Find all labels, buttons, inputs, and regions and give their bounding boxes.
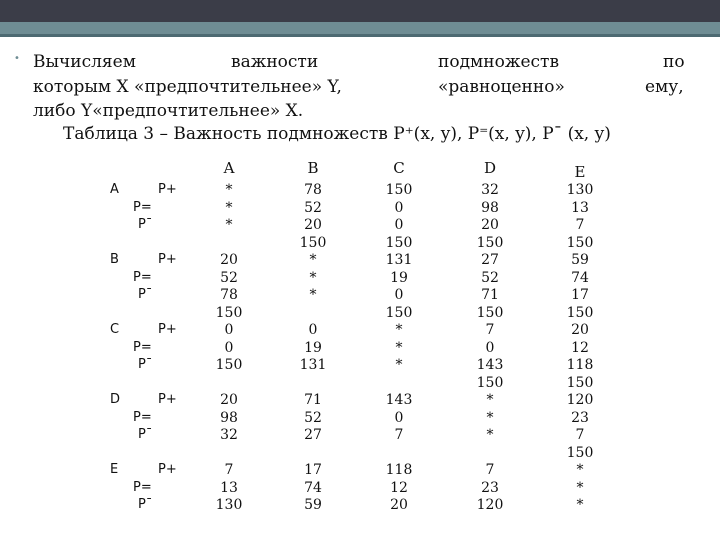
table-cell: 0 — [394, 409, 404, 426]
table-cell: 118 — [385, 462, 413, 478]
table-cell: 143 — [476, 357, 504, 373]
table-cell: 98 — [220, 409, 238, 426]
row-label: P¯ — [138, 287, 153, 302]
table-cell: * — [486, 409, 494, 426]
table-cell: 20 — [571, 322, 589, 338]
paragraph-word: Вычисляем — [33, 52, 136, 72]
table-cell: 52 — [220, 269, 238, 286]
table-cell: 23 — [571, 409, 589, 426]
bullet-icon: • — [14, 53, 20, 64]
table-cell: 59 — [304, 497, 322, 513]
paragraph-phrase: ему, — [645, 77, 684, 97]
table-cell: 0 — [224, 322, 234, 338]
table-cell: 52 — [304, 409, 322, 426]
slide-top-stripe — [0, 22, 720, 34]
row-label: P+ — [158, 392, 177, 407]
table-cell: * — [576, 497, 584, 513]
row-label: P= — [133, 269, 152, 285]
table-cell: 27 — [481, 252, 499, 268]
table-cell: 52 — [304, 199, 322, 216]
table-cell: 131 — [299, 357, 327, 373]
paragraph-word: важности — [231, 52, 319, 72]
table-cell: * — [395, 339, 403, 356]
table-cell: * — [309, 252, 317, 268]
table-cell: 12 — [571, 339, 589, 356]
slide-top-band — [0, 0, 720, 22]
table-cell: 71 — [304, 392, 322, 408]
table-cell: 150 — [215, 304, 243, 321]
table-cell: 78 — [220, 287, 238, 303]
row-label: P+ — [158, 462, 177, 477]
row-group-label: B — [110, 252, 119, 267]
table-cell: 131 — [385, 252, 413, 268]
table-cell: 20 — [220, 392, 238, 408]
paragraph-word: подмножеств — [438, 52, 560, 72]
table-cell: * — [395, 322, 403, 338]
table-cell: 7 — [224, 462, 234, 478]
row-label: P¯ — [138, 357, 153, 372]
table-cell: 150 — [566, 304, 594, 321]
table-cell: 0 — [485, 339, 495, 356]
table-cell: 17 — [304, 462, 322, 478]
paragraph-phrase: «равноценно» — [438, 77, 565, 97]
table-cell: 150 — [566, 374, 594, 391]
row-label: P¯ — [138, 217, 153, 232]
table-cell: 20 — [220, 252, 238, 268]
table-cell: 20 — [481, 217, 499, 233]
column-header: A — [223, 159, 235, 177]
table-cell: 118 — [566, 357, 594, 373]
table-cell: 0 — [394, 217, 404, 233]
table-cell: 0 — [394, 287, 404, 303]
table-cell: * — [486, 392, 494, 408]
table-cell: 150 — [215, 357, 243, 373]
table-cell: * — [225, 182, 233, 198]
table-cell: 7 — [575, 427, 585, 443]
row-label: P+ — [158, 322, 177, 337]
row-label: P¯ — [138, 427, 153, 442]
table-cell: 120 — [476, 497, 504, 513]
table-cell: 98 — [481, 199, 499, 216]
table-cell: 7 — [575, 217, 585, 233]
table-cell: 32 — [481, 182, 499, 198]
table-cell: 52 — [481, 269, 499, 286]
table-cell: 74 — [571, 269, 589, 286]
row-label: P= — [133, 409, 152, 425]
table-cell: 143 — [385, 392, 413, 408]
table-cell: 150 — [566, 234, 594, 251]
table-cell: 20 — [304, 217, 322, 233]
column-header: C — [393, 159, 405, 177]
table-cell: 150 — [385, 234, 413, 251]
row-label: P= — [133, 339, 152, 355]
table-cell: 7 — [485, 462, 495, 478]
table-cell: 7 — [485, 322, 495, 338]
table-cell: * — [576, 479, 584, 496]
table-caption: Таблица 3 – Важность подмножеств P⁺(x, y), P⁼(x, y), P¯ (x, y) — [63, 124, 611, 144]
table-cell: 150 — [476, 234, 504, 251]
table-cell: * — [225, 199, 233, 216]
row-label: P= — [133, 479, 152, 495]
table-cell: 27 — [304, 427, 322, 443]
table-cell: 17 — [571, 287, 589, 303]
table-cell: * — [486, 427, 494, 443]
table-cell: 120 — [566, 392, 594, 408]
table-cell: 20 — [390, 497, 408, 513]
table-cell: 0 — [308, 322, 318, 338]
table-cell: 150 — [566, 444, 594, 461]
paragraph-phrase: которым X «предпочтительнее» Y, — [33, 77, 342, 97]
table-cell: 0 — [224, 339, 234, 356]
table-cell: * — [309, 269, 317, 286]
table-cell: 19 — [390, 269, 408, 286]
table-cell: 71 — [481, 287, 499, 303]
slide-top-line — [0, 34, 720, 37]
column-header: D — [483, 159, 497, 177]
row-group-label: C — [110, 322, 120, 337]
table-cell: 19 — [304, 339, 322, 356]
row-label: P+ — [158, 182, 177, 197]
table-cell: 150 — [385, 304, 413, 321]
table-cell: 130 — [566, 182, 594, 198]
paragraph-phrase: либо Y«предпочтительнее» X. — [33, 101, 304, 121]
table-cell: 74 — [304, 479, 322, 496]
table-cell: 150 — [476, 304, 504, 321]
table-cell: * — [576, 462, 584, 478]
table-cell: * — [309, 287, 317, 303]
table-cell: * — [395, 357, 403, 373]
paragraph-word: по — [663, 52, 685, 72]
column-header: B — [307, 159, 319, 177]
table-cell: 13 — [571, 199, 589, 216]
table-cell: 32 — [220, 427, 238, 443]
row-group-label: E — [110, 462, 119, 477]
row-label: P+ — [158, 252, 177, 267]
row-group-label: D — [110, 392, 121, 407]
table-cell: 13 — [220, 479, 238, 496]
table-cell: 150 — [385, 182, 413, 198]
table-cell: 0 — [394, 199, 404, 216]
table-cell: 78 — [304, 182, 322, 198]
table-cell: 12 — [390, 479, 408, 496]
column-header: E — [574, 163, 586, 181]
table-cell: 59 — [571, 252, 589, 268]
table-cell: 150 — [476, 374, 504, 391]
table-cell: * — [225, 217, 233, 233]
table-cell: 150 — [299, 234, 327, 251]
table-cell: 130 — [215, 497, 243, 513]
row-label: P¯ — [138, 497, 153, 512]
row-group-label: A — [110, 182, 119, 197]
table-cell: 23 — [481, 479, 499, 496]
table-cell: 7 — [394, 427, 404, 443]
row-label: P= — [133, 199, 152, 215]
